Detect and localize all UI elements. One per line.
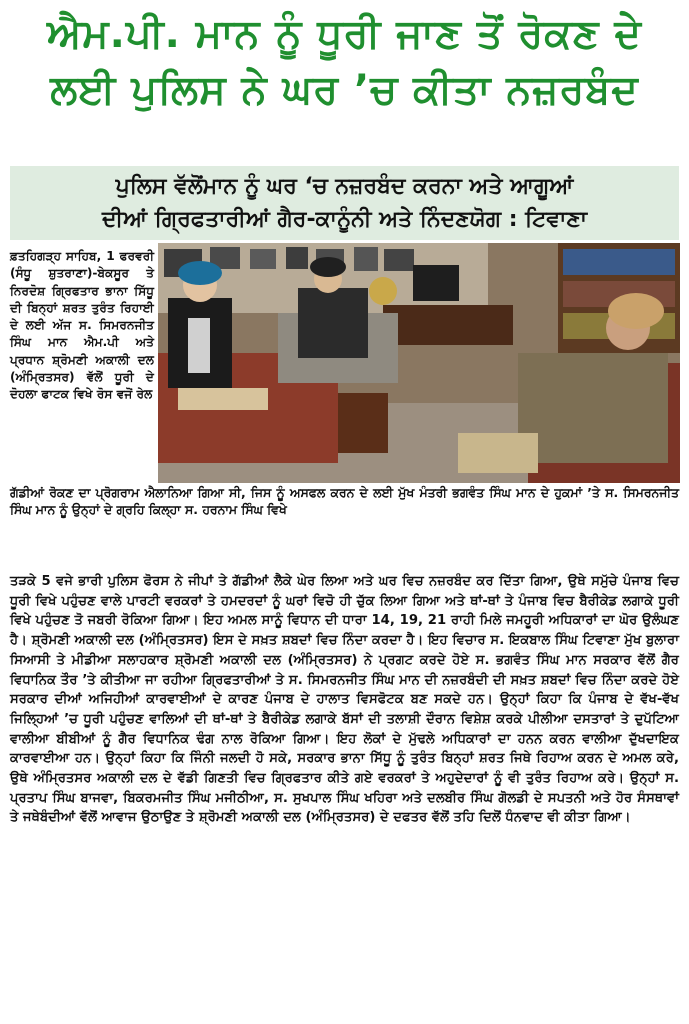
article-continued-text: ਗੱਡੀਆਂ ਰੋਕਣ ਦਾ ਪ੍ਰੋਗਰਾਮ ਐਲਾਨਿਆ ਗਿਆ ਸੀ, ਜਿਸ ਨੂੰ ਅਸਫਲ ਕਰਨ ਦੇ ਲਈ ਮੁੱਖ ਮੰਤਰੀ ਭਗਵੰਤ ਸਿੰਘ ਮਾਨ ਦੇ ਹੁਕਮਾਂ ’ਤੇ ਸ. ਸਿਮਰਨਜੀਤ ਸਿੰਘ ਮਾਨ ਨੂੰ ਉਨ੍ਹਾਂ ਦੇ ਗ੍ਰਹਿ ਕਿਲ੍ਹਾ ਸ. ਹਰਨਾਮ ਸਿੰਘ ਵਿਖੇ: [10, 485, 679, 518]
headline-line-2: ਲਈ ਪੁਲਿਸ ਨੇ ਘਰ ’ਚ ਕੀਤਾ ਨਜ਼ਰਬੰਦ: [50, 67, 639, 113]
news-photo: [158, 243, 680, 483]
article-lead-column: ਫ਼ਤਹਿਗੜ੍ਹ ਸਾਹਿਬ, 1 ਫਰਵਰੀ (ਸੰਧੂ ਸ਼ੁਤਰਾਣਾ)-ਬੇਕਸੂਰ ਤੇ ਨਿਰਦੋਸ਼ ਗ੍ਰਿਫਤਾਰ ਭਾਨਾ ਸਿੱਧੂ ਦੀ ਬਿਨ੍ਹਾਂ ਸ਼ਰਤ ਤੁਰੰਤ ਰਿਹਾਈ ਦੇ ਲਈ ਅੱਜ ਸ. ਸਿਮਰਨਜੀਤ ਸਿੰਘ ਮਾਨ ਐਮ.ਪੀ ਅਤੇ ਪ੍ਰਧਾਨ ਸ਼੍ਰੋਮਣੀ ਅਕਾਲੀ ਦਲ (ਅੰਮ੍ਰਿਤਸਰ) ਵੱਲੋਂ ਧੂਰੀ ਦੇ ਦੋਹਲਾ ਫਾਟਕ ਵਿਖੇ ਰੋਸ ਵਜੋਂ ਰੇਲ: [10, 249, 154, 402]
subheadline-line-1: ਪੁਲਿਸ ਵੱਲੋਂਮਾਨ ਨੂੰ ਘਰ ‘ਚ ਨਜ਼ਰਬੰਦ ਕਰਨਾ ਅਤੇ ਆਗੂਆਂ: [115, 174, 574, 199]
headline-line-1: ਐਮ.ਪੀ. ਮਾਨ ਨੂੰ ਧੂਰੀ ਜਾਣ ਤੋਂ ਰੋਕਣ ਦੇ: [47, 11, 642, 57]
subheadline-line-2: ਦੀਆਂ ਗ੍ਰਿਫਤਾਰੀਆਂ ਗੈਰ-ਕਾਨੂੰਨੀ ਅਤੇ ਨਿੰਦਣਯੋਗ : ਟਿਵਾਣਾ: [101, 207, 588, 232]
article-body: ਤੜਕੇ 5 ਵਜੇ ਭਾਰੀ ਪੁਲਿਸ ਫੋਰਸ ਨੇ ਜੀਪਾਂ ਤੇ ਗੱਡੀਆਂ ਲੈਕੇ ਘੇਰ ਲਿਆ ਅਤੇ ਘਰ ਵਿਚ ਨਜ਼ਰਬੰਦ ਕਰ ਦਿੱਤਾ ਗਿਆ, ਉਥੇ ਸਮੁੱਚੇ ਪੰਜਾਬ ਵਿਚ ਧੂਰੀ ਵਿਖੇ ਪਹੁੰਚਣ ਵਾਲੇ ਪਾਰਟੀ ਵਰਕਰਾਂ ਤੇ ਹਮਦਰਦਾਂ ਨੂੰ ਘਰਾਂ ਵਿਚੋ ਹੀ ਚੁੱਕ ਲਿਆ ਗਿਆ ਅਤੇ ਥਾਂ-ਥਾਂ ਤੇ ਪੰਜਾਬ ਵਿਚ ਬੈਰੀਕੇਡ ਲਗਾਕੇ ਧੂਰੀ ਵਿਖੇ ਪਹੁੰਚਣ ਤੋ ਜਬਰੀ ਰੋਕਿਆ ਗਿਆ। ਇਹ ਅਮਲ ਸਾਨੂੰ ਵਿਧਾਨ ਦੀ ਧਾਰਾ 14, 19, 21 ਰਾਹੀ ਮਿਲੇ ਜਮਹੂਰੀ ਅਧਿਕਾਰਾਂ ਦਾ ਘੋਰ ਉਲੰਘਣ ਹੈ। ਸ਼੍ਰੋਮਣੀ ਅਕਾਲੀ ਦਲ (ਅੰਮ੍ਰਿਤਸਰ) ਇਸ ਦੇ ਸਖ਼ਤ ਸ਼ਬਦਾਂ ਵਿਚ ਨਿੰਦਾ ਕਰਦਾ ਹੈ। ਇਹ ਵਿਚਾਰ ਸ. ਇਕਬਾਲ ਸਿੰਘ ਟਿਵਾਣਾ ਮੁੱਖ ਬੁਲਾਰਾ ਸਿਆਸੀ ਤੇ ਮੀਡੀਆ ਸਲਾਹਕਾਰ ਸ਼੍ਰੋਮਣੀ ਅਕਾਲੀ ਦਲ (ਅੰਮ੍ਰਿਤਸਰ) ਨੇ ਪ੍ਰਗਟ ਕਰਦੇ ਹੋਏ ਸ. ਭਗਵੰਤ ਸਿੰਘ ਮਾਨ ਸਰਕਾਰ ਵੱਲੋਂ ਗੈਰ ਵਿਧਾਨਿਕ ਤੌਰ ’ਤੇ ਕੀਤੀਆ ਜਾ ਰਹੀਆ ਗ੍ਰਿਫਤਾਰੀਆਂ ਤੇ ਸ. ਸਿਮਰਨਜੀਤ ਸਿੰਘ ਮਾਨ ਦੀ ਨਜ਼ਰਬੰਦੀ ਦੀ ਸਖ਼ਤ ਸ਼ਬਦਾਂ ਵਿਚ ਨਿੰਦਾ ਕਰਦੇ ਹੋਏ ਸਰਕਾਰ ਦੀਆਂ ਅਜਿਹੀਆਂ ਕਾਰਵਾਈਆਂ ਦੇ ਕਾਰਣ ਪੰਜਾਬ ਦੇ ਹਾਲਾਤ ਵਿਸਫੋਟਕ ਬਣ ਸਕਦੇ ਹਨ। ਉਨ੍ਹਾਂ ਕਿਹਾ ਕਿ ਪੰਜਾਬ ਦੇ ਵੱਖ-ਵੱਖ ਜਿਲ੍ਹਿਆਂ ’ਚ ਧੂਰੀ ਪਹੁੰਚਣ ਵਾਲਿਆਂ ਦੀ ਥਾਂ-ਥਾਂ ਤੇ ਬੈਰੀਕੇਡ ਲਗਾਕੇ ਬੱਸਾਂ ਦੀ ਤਲਾਸ਼ੀ ਦੌਰਾਨ ਵਿਸ਼ੇਸ਼ ਕਰਕੇ ਪੀਲੀਆ ਦਸਤਾਰਾਂ ਤੇ ਦੁਪੱਟਿਆ ਵਾਲੀਆ ਬੀਬੀਆਂ ਨੂੰ ਗੈਰ ਵਿਧਾਨਿਕ ਢੰਗ ਨਾਲ ਰੋਕਿਆ ਗਿਆ। ਇਹ ਲੋਕਾਂ ਦੇ ਮੁੱਢਲੇ ਅਧਿਕਾਰਾਂ ਦਾ ਹਨਨ ਕਰਨ ਵਾਲੀਆ ਦੁੱਖਦਾਇਕ ਕਾਰਵਾਈਆ ਹਨ। ਉਨ੍ਹਾਂ ਕਿਹਾ ਕਿ ਜਿੰਨੀ ਜਲਦੀ ਹੋ ਸਕੇ, ਸਰਕਾਰ ਭਾਨਾ ਸਿੱਧੂ ਨੂੰ ਤੁਰੰਤ ਬਿਨ੍ਹਾਂ ਸ਼ਰਤ ਜਿਥੇ ਰਿਹਾਅ ਕਰਨ ਦੇ ਅਮਲ ਕਰੇ, ਉਥੇ ਅੰਮ੍ਰਿਤਸਰ ਅਕਾਲੀ ਦਲ ਦੇ ਵੱਡੀ ਗਿਣਤੀ ਵਿਚ ਗ੍ਰਿਫਤਾਰ ਕੀਤੇ ਗਏ ਵਰਕਰਾਂ ਤੇ ਅਹੁਦੇਦਾਰਾਂ ਨੂੰ ਵੀ ਤੁਰੰਤ ਰਿਹਾਅ ਕਰੇ। ਉਨ੍ਹਾਂ ਸ. ਪ੍ਰਤਾਪ ਸਿੰਘ ਬਾਜਵਾ, ਬਿਕਰਮਜੀਤ ਸਿੰਘ ਮਜੀਠੀਆ, ਸ. ਸੁਖਪਾਲ ਸਿੰਘ ਖਹਿਰਾ ਅਤੇ ਦਲਬੀਰ ਸਿੰਘ ਗੋਲਡੀ ਦੇ ਸਪਤਨੀ ਅਤੇ ਹੋਰ ਸੰਸਥਾਵਾਂ ਤੇ ਜਥੇਬੰਦੀਆਂ ਵੱਲੋਂ ਆਵਾਜ ਉਠਾਉਣ ਤੇ ਸ਼੍ਰੋਮਣੀ ਅਕਾਲੀ ਦਲ (ਅੰਮ੍ਰਿਤਸਰ) ਦੇ ਦਫਤਰ ਵੱਲੋਂ ਤਹਿ ਦਿਲੋਂ ਧੰਨਵਾਦ ਵੀ ਕੀਤਾ ਗਿਆ।: [10, 574, 679, 826]
article-continued-paragraph: [10, 484, 679, 519]
headline: [0, 6, 689, 118]
subheadline-box: [10, 166, 679, 240]
news-photo-illustration: [158, 243, 680, 483]
